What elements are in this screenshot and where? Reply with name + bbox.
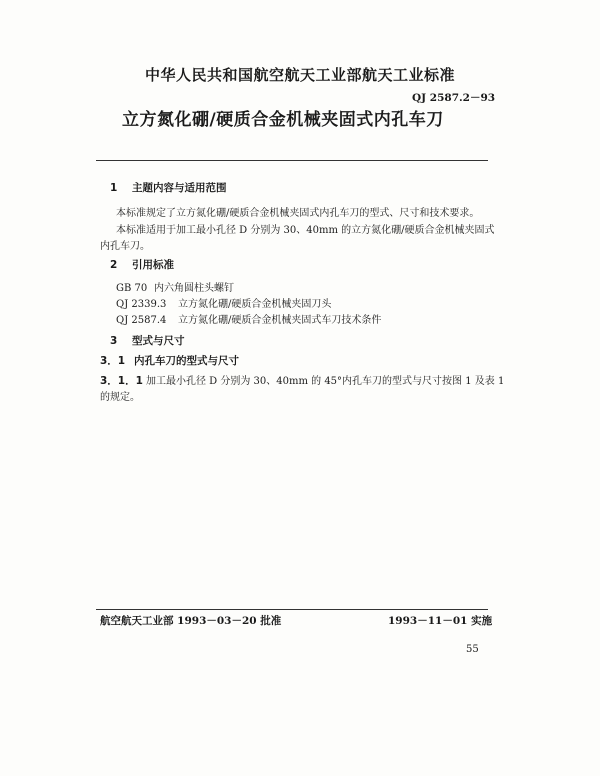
approval-date: 航空航天工业部 1993－03－20 批准 [100,615,282,627]
reference-item [116,279,234,294]
section-1-heading [110,180,227,195]
paragraph: 本标准适用于加工最小孔径 D 分别为 30、40mm 的立方氮化硼/硬质合金机械夹固式 [116,225,495,236]
subsection-3-1-heading [100,353,239,368]
reference-code: GB 70 [116,283,148,294]
section-title: 主题内容与适用范围 [132,182,227,194]
reference-name: 内六角圆柱头螺钉 [154,283,234,294]
reference-code: QJ 2339.3 [116,299,167,310]
section-title: 型式与尺寸 [132,335,185,347]
section-3-heading [110,333,185,348]
subsection-number: 3．1 [100,355,126,367]
header-rule [96,160,488,161]
clause-3-1-1 [100,372,504,388]
reference-name: 立方氮化硼/硬质合金机械夹固刀头 [178,299,332,310]
reference-code: QJ 2587.4 [116,315,167,326]
paragraph: 本标准规定了立方氮化硼/硬质合金机械夹固式内孔车刀的型式、尺寸和技术要求。 [116,208,480,219]
clause-number: 3．1．1 [100,375,143,387]
paragraph-continuation: 内孔车刀。 [100,241,150,252]
section-number: 3 [110,335,118,347]
section-number: 1 [110,182,118,194]
section-number: 2 [110,259,118,271]
document-title: 立方氮化硼/硬质合金机械夹固式内孔车刀 [122,110,444,130]
standard-number: QJ 2587.2－93 [412,92,496,104]
section-title: 引用标准 [132,259,174,271]
reference-name: 立方氮化硼/硬质合金机械夹固式车刀技术条件 [178,315,382,326]
footer-rule [96,609,488,610]
clause-text: 加工最小孔径 D 分别为 30、40mm 的 45°内孔车刀的型式与尺寸按图 1 及表 1 [146,376,505,387]
subsection-title: 内孔车刀的型式与尺寸 [134,355,239,367]
section-2-heading [110,257,174,272]
effective-date: 1993－11－01 实施 [388,615,493,627]
issuing-authority: 中华人民共和国航空航天工业部航天工业标准 [145,66,456,84]
paragraph-continuation: 的规定。 [100,392,140,403]
reference-item [116,311,381,326]
reference-item [116,295,331,310]
page-number: 55 [466,644,479,655]
